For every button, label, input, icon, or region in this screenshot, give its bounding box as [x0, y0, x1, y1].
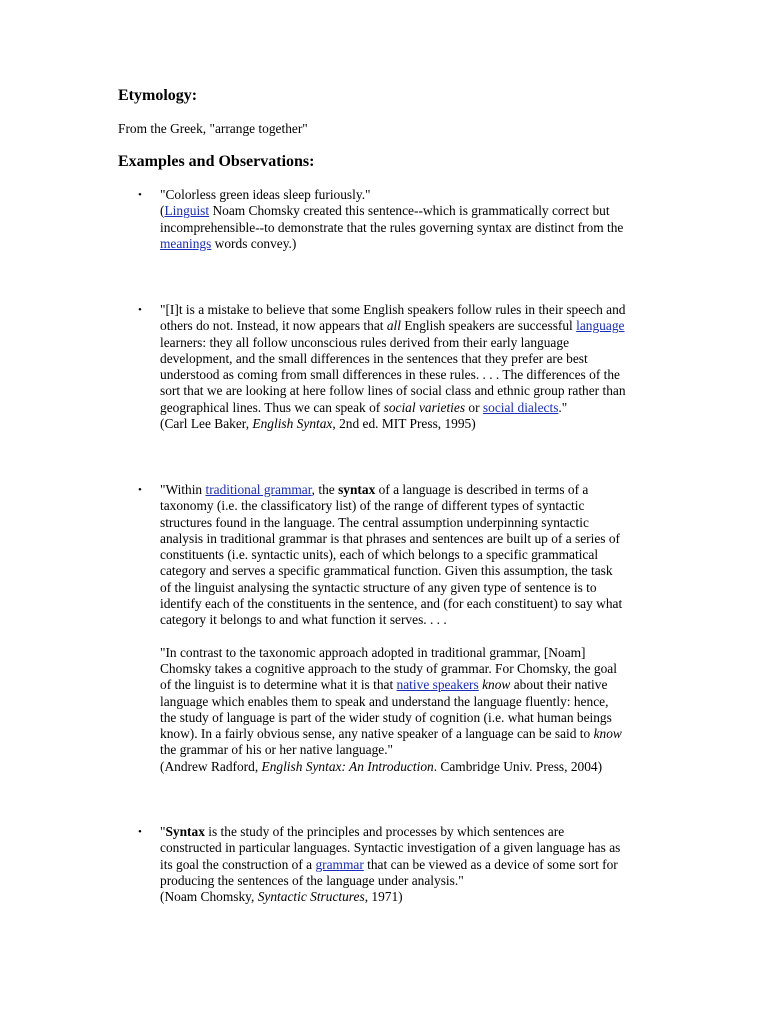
text-span: geographical lines. Thus we can speak of	[160, 399, 384, 415]
text-line: Chomsky takes a cognitive approach to the study of grammar. For Chomsky, the goal	[160, 660, 617, 676]
citation-title: English Syntax	[252, 416, 333, 432]
text-span: , 1971)	[364, 889, 403, 905]
text-span: of the linguist is to determine what it is that	[160, 677, 397, 693]
text-span: . Cambridge Univ. Press, 2004)	[433, 758, 603, 774]
text-line: learners: they all follow unconscious rules derived from their early language	[160, 334, 570, 350]
text-line: the study of language is part of the wider study of cognition (i.e. what human beings	[160, 709, 612, 725]
text-span: about their native	[510, 677, 608, 693]
text-span: words convey.)	[211, 235, 297, 251]
text-line	[160, 824, 658, 840]
text-line: category and serves a specific grammatical function. Given this assumption, the task	[160, 563, 613, 579]
text-span: others do not. Instead, it now appears that	[160, 318, 387, 334]
citation	[160, 416, 658, 432]
text-span: , 2nd ed. MIT Press, 1995)	[332, 416, 476, 432]
text-line	[160, 677, 658, 693]
text-line: constructed in particular languages. Syntactic investigation of a given language has as	[160, 840, 621, 856]
citation-title: Syntactic Structures	[257, 889, 365, 905]
text-line	[160, 203, 658, 219]
text-span: is the study of the principles and processes by which sentences are	[204, 824, 565, 839]
text-line: structures found in the language. The central assumption underpinning syntactic	[160, 514, 589, 530]
text-line: taxonomy (i.e. the classificatory list) of the range of different types of syntactic	[160, 498, 585, 514]
text-line: producing the sentences of the language under analysis."	[160, 872, 464, 888]
paragraph-gap	[160, 629, 658, 645]
text-line: analysis in traditional grammar is that phrases and sentences are built up of a series of	[160, 530, 620, 546]
text-line: understood as coming from small differences in these rules. . . . The differences of the	[160, 367, 620, 383]
grammar-link[interactable]: grammar	[315, 856, 364, 872]
text-line	[160, 400, 658, 416]
bold-text: syntax	[338, 482, 376, 497]
text-line: category it belongs to and what function it serves. . . .	[160, 612, 447, 628]
text-line	[160, 236, 658, 252]
text-line: sort that we are looking at here follow lines of social class and ethnic group rather than	[160, 383, 626, 399]
text-span: (	[160, 203, 165, 219]
meanings-link[interactable]: meanings	[160, 235, 212, 251]
text-line: development, and the small differences in the sentences that they prefer are best	[160, 350, 588, 366]
citation	[160, 889, 658, 905]
etymology-heading: Etymology:	[118, 87, 198, 104]
emphasis-text: know	[482, 677, 511, 693]
text-span: , the	[311, 482, 339, 497]
traditional-grammar-link[interactable]: traditional grammar	[205, 482, 312, 497]
language-link[interactable]: language	[576, 318, 625, 334]
quote-line: "Colorless green ideas sleep furiously."	[160, 187, 371, 202]
text-span: English speakers are successful	[400, 318, 577, 334]
emphasis-text: social varieties	[383, 399, 466, 415]
text-span: "Within	[160, 482, 206, 497]
native-speakers-link[interactable]: native speakers	[396, 677, 479, 693]
bold-text: Syntax	[165, 824, 205, 839]
text-span: ."	[558, 399, 568, 415]
bullet-icon: •	[138, 304, 142, 316]
citation-title: English Syntax: An Introduction	[261, 758, 434, 774]
text-span: "	[160, 824, 166, 839]
text-line: constituents (i.e. syntactic units), each of which belongs to a specific grammatical	[160, 547, 599, 563]
text-span: its goal the construction of a	[160, 856, 316, 872]
text-span: of a language is described in terms of a	[375, 482, 589, 497]
text-line	[160, 318, 658, 334]
citation	[160, 759, 658, 775]
linguist-link[interactable]: Linguist	[164, 203, 210, 219]
text-line: identify each of the constituents in the sentence, and (for each constituent) to say what	[160, 596, 623, 612]
text-line: the grammar of his or her native language."	[160, 742, 394, 758]
emphasis-text: all	[386, 318, 401, 334]
text-line: "[I]t is a mistake to believe that some English speakers follow rules in their speech and	[160, 302, 626, 317]
text-line	[160, 726, 658, 742]
list-item-body	[160, 302, 658, 432]
emphasis-text: know	[593, 726, 622, 742]
text-span: Noam Chomsky created this sentence--which is grammatically correct but	[209, 203, 610, 219]
text-line	[160, 482, 658, 498]
text-span: that can be viewed as a device of some sort for	[363, 856, 618, 872]
text-line: "In contrast to the taxonomic approach adopted in traditional grammar, [Noam]	[160, 644, 586, 660]
social-dialects-link[interactable]: social dialects	[482, 399, 559, 415]
bullet-icon: •	[138, 189, 142, 201]
text-line: of the linguist analysing the syntactic structure of any given type of sentence is to	[160, 579, 597, 595]
bullet-icon: •	[138, 826, 142, 838]
examples-heading: Examples and Observations:	[118, 153, 315, 170]
list-item-body	[160, 482, 658, 775]
text-span: know). In a fairly obvious sense, any native speaker of a language can be said to	[160, 726, 594, 742]
list-item-body	[160, 824, 658, 905]
text-line: language which enables them to speak and understand the language fluently: hence,	[160, 693, 609, 709]
text-span: or	[465, 399, 483, 415]
etymology-text: From the Greek, "arrange together"	[118, 121, 308, 136]
text-span: (Carl Lee Baker,	[160, 416, 253, 432]
text-line	[160, 857, 658, 873]
text-span: (Andrew Radford,	[160, 758, 262, 774]
text-span: (Noam Chomsky,	[160, 889, 258, 905]
list-item-body	[160, 187, 658, 252]
bullet-icon: •	[138, 484, 142, 496]
text-line: incomprehensible--to demonstrate that the rules governing syntax are distinct from the	[160, 219, 624, 235]
